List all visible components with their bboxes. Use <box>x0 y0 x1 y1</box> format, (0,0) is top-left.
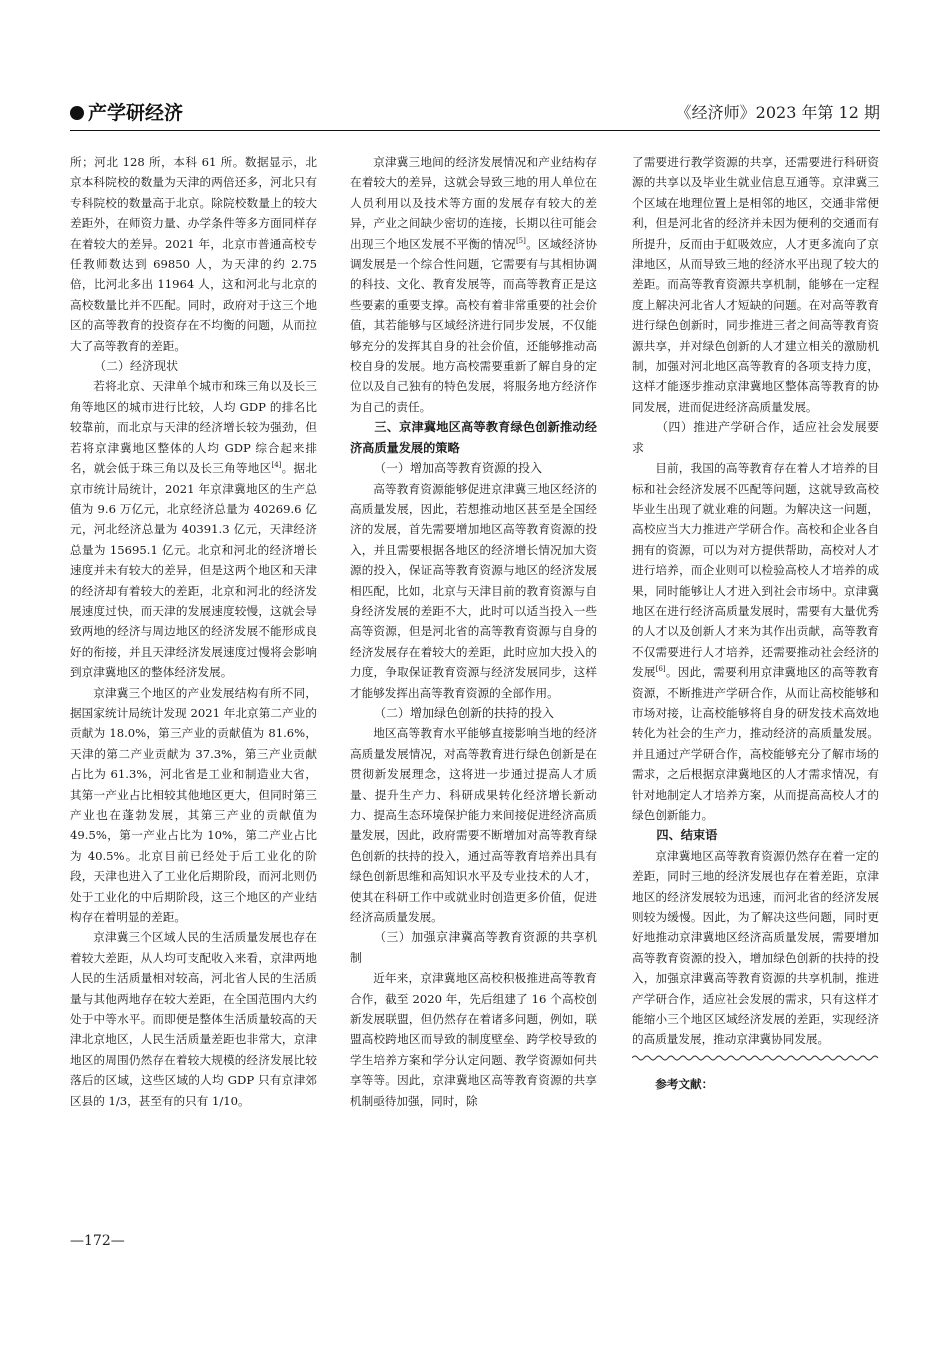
subheading-4: （四）推进产学研合作，适应社会发展要求 <box>632 420 879 455</box>
paragraph: 了需要进行教学资源的共享，还需要进行科研资源的共享以及毕业生就业信息互通等。京津冀三个区域在地理位置上是相邻的地区，交通非常便利，但是河北省的经济并未因为便利的交通而有所提升，反而由于虹吸效应，人才更多流向了京津地区，从而导致三地的经济水平出现了较大的差距。而高等教育资源共享机制，能够在一定程度上解决河北省人才短缺的问题。在对高等教育进行绿色创新时，同步推进三者之间高等教育资源共享，并对绿色创新的人才建立相关的激励机制，加强对河北地区高等教育的各项支持力度，这样才能逐步推动京津冀地区整体高等教育的协同发展，进而促进经济高质量发展。 <box>632 155 879 414</box>
page-header <box>70 96 880 130</box>
paragraph: 京津冀地区高等教育资源仍然存在着一定的差距，同时三地的经济发展也存在着差距，京津地区的经济发展较为迅速，而河北省的经济发展则较为缓慢。因此，为了解决这些问题，同时更好地推动京津冀地区经济高质量发展，需要增加高等教育资源的投入，增加绿色创新的扶持的投入，加强京津冀高等教育资源的共享机制，推进产学研合作，适应社会发展的需求，只有这样才能缩小三个地区区域经济发展的差距，实现经济的高质量发展，推动京津冀协同发展。 <box>632 848 879 1047</box>
paragraph <box>632 458 879 825</box>
text-span: 。区域经济协调发展是一个综合性问题，它需要有与其相协调的科技、文化、教育发展等，而高等教育正是这些要素的重要支撑。高校有着非常重要的社会价值，其若能够与区域经济进行同步发展，不仅能够充分的发挥其自身的社会价值，还能够推动高校自身的发展。地方高校需要重新了解自身的定位以及自己独有的特色发展，将服务地方经济作为自己的责任。 <box>350 236 597 414</box>
text-span: 目前，我国的高等教育存在着人才培养的目标和社会经济发展不匹配等问题，这就导致高校毕业生出现了就业难的问题。为解决这一问题，高校应当大力推进产学研合作。高校和企业各自拥有的资源，可以为对方提供帮助，高校对人才进行培养，而企业则可以检验高校人才培养的成果，同时能够让人才进入到社会市场中。京津冀地区在进行经济高质量发展时，需要有大量优秀的人才以及创新人才来为其作出贡献，高等教育不仅需要进行人才培养，还需要推动社会经济的发展 <box>632 461 879 680</box>
column-left <box>70 152 317 1111</box>
section-title-text: 产学研经济 <box>88 102 184 124</box>
wavy-divider <box>632 1054 879 1062</box>
section-title <box>70 98 183 125</box>
column-right <box>632 152 879 1095</box>
subheading-1: （一）增加高等教育资源的投入 <box>374 461 543 476</box>
paragraph: 所；河北 128 所，本科 61 所。数据显示，北京本科院校的数量为天津的两倍还多，河北只有专科院校的数量高于北京。除院校数量上的较大差距外，在师资力量、办学条件等多方面同样存在着较大的差异。2021 年，北京市普通高校专任教师数达到 69850 人，为天津的约 2.75 倍，比河北多出 11964 人，这和河北与北京的高校数量比并不匹配。同时，政府对于这三个地区的高等教育的投资存在不均衡的问题，从而拉大了高等教育的差距。 <box>70 155 317 353</box>
paragraph: 高等教育资源能够促进京津冀三地区经济的高质量发展，因此，若想推动地区甚至是全国经济的发展，首先需要增加地区高等教育资源的投入，并且需要根据各地区的经济增长情况加大资源的投入，保证高等教育资源与地区的经济发展相匹配，比如，北京与天津目前的教育资源与自身经济发展的差距不大，此时可以适当投入一些高等资源，但是河北省的高等教育资源与自身的经济发展存在着较大的差距，此时应加大投入的力度，争取保证教育资源与经济发展同步，这样才能够发挥出高等教育资源的全部作用。 <box>350 481 597 700</box>
paragraph <box>70 376 317 682</box>
text-span: 京津冀三地间的经济发展情况和产业结构存在着较大的差异，这就会导致三地的用人单位在人员利用以及技术等方面的发展存有较大的差异，产业之间缺少密切的连接，长期以往可能会出现三个地区发展不平衡的情况 <box>350 155 597 251</box>
citation: [6] <box>655 665 666 674</box>
references-label: 参考文献： <box>655 1077 714 1092</box>
paragraph: 京津冀三个区域人民的生活质量发展也存在着较大差距，从人均可支配收入来看，京津两地人民的生活质量相对较高，河北省人民的生活质量与其他两地存在较大差距，在全国范围内大约处于中等水平。而即便是整体生活质量较高的天津北京地区，人民生活质量差距也非常大，京津地区的周围仍然存在着较大规模的经济发展比较落后的区域，这些区域的人均 GDP 只有京津郊区县的 1/3，甚至有的只有 1/10。 <box>70 930 317 1108</box>
section-heading-3: 三、京津冀地区高等教育绿色创新推动经济高质量发展的策略 <box>350 420 597 455</box>
paragraph: 近年来，京津冀地区高校积极推进高等教育合作，截至 2020 年，先后组建了 16 个高校创新发展联盟，但仍然存在着诸多问题，例如，联盟高校跨地区而导致的制度壁垒、跨学校导致的学生培养方案和学分认定问题、教学资源如何共享等等。因此，京津冀地区高等教育资源的共享机制亟待加强，同时，除 <box>350 971 597 1108</box>
bullet-dot-icon <box>70 106 84 120</box>
section-heading-4: 四、结束语 <box>656 828 718 843</box>
subheading-2: （二）增加绿色创新的扶持的投入 <box>374 705 555 720</box>
subheading-economy-status: （二）经济现状 <box>94 359 179 374</box>
paragraph <box>350 152 597 417</box>
paragraph: 京津冀三个地区的产业发展结构有所不同，据国家统计局统计发现 2021 年北京第二产业的贡献为 18.0%，第三产业的贡献值为 81.6%，天津的第二产业贡献为 37.3%，第三产业贡献占比为 61.3%，河北省是工业和制造业大省，其第一产业占比相较其他地区更大，但同时第三产业也在蓬勃发展，其第三产业的贡献值为 49.5%，第一产业占比为 10%，第二产业占比为 40.5%。北京目前已经处于后工业化的阶段，天津也进入了工业化后期阶段，而河北则仍处于工业化的中后期阶段，这三个地区的产业结构存在着明显的差距。 <box>70 685 317 925</box>
citation: [4] <box>271 461 282 470</box>
journal-issue: 《经济师》2023 年第 12 期 <box>675 103 880 122</box>
header-rule <box>70 130 880 131</box>
text-span: 若将北京、天津单个城市和珠三角以及长三角等地区的城市进行比较，人均 GDP 的排名比较靠前，而北京与天津的经济增长较为强劲，但若将京津冀地区整体的人均 GDP 综合起来排名，就会低于珠三角以及长三角等地区 <box>70 379 317 476</box>
citation: [5] <box>515 236 526 245</box>
paragraph: 地区高等教育水平能够直接影响当地的经济高质量发展情况，对高等教育进行绿色创新是在贯彻新发展理念，这将进一步通过提高人才质量、提升生产力、科研成果转化经济增长新动力、提高生态环境保护能力来间接促进经济高质量发展，因此，政府需要不断增加对高等教育绿色创新的扶持的投入，通过高等教育培养出具有绿色创新思维和高知识水平及专业技术的人才，使其在科研工作中或就业时创造更多价值，促进经济高质量发展。 <box>350 726 597 925</box>
text-span: 。因此，需要利用京津冀地区的高等教育资源，不断推进产学研合作，从而让高校能够和市场对接，让高校能够将自身的研发技术高效地转化为社会的生产力，推动经济的高质量发展。并且通过产学研合作，高校能够充分了解市场的需求，之后根据京津冀地区的人才需求情况，有针对地制定人才培养方案，从而提高高校人才的绿色创新能力。 <box>632 665 879 822</box>
column-middle <box>350 152 597 1111</box>
page-number: —172— <box>70 1233 125 1249</box>
text-span: 。据北京市统计局统计，2021 年京津冀地区的生产总值为 9.6 万亿元，北京经济总量为 40269.6 亿元，河北经济总量为 40391.3 亿元，天津经济总量为 15695.1 亿元。北京和河北的经济增长速度并未有较大的差异，但是这两个地区和天津的经济却有着较大的差距，北京和河北的经济发展速度过快，而天津的发展速度较慢，这就会导致两地的经济与周边地区的经济发展不能形成良好的衔接，并且天津经济发展速度过慢将会影响到京津冀地区的整体经济发展。 <box>70 461 317 680</box>
subheading-3: （三）加强京津冀高等教育资源的共享机制 <box>350 930 597 965</box>
